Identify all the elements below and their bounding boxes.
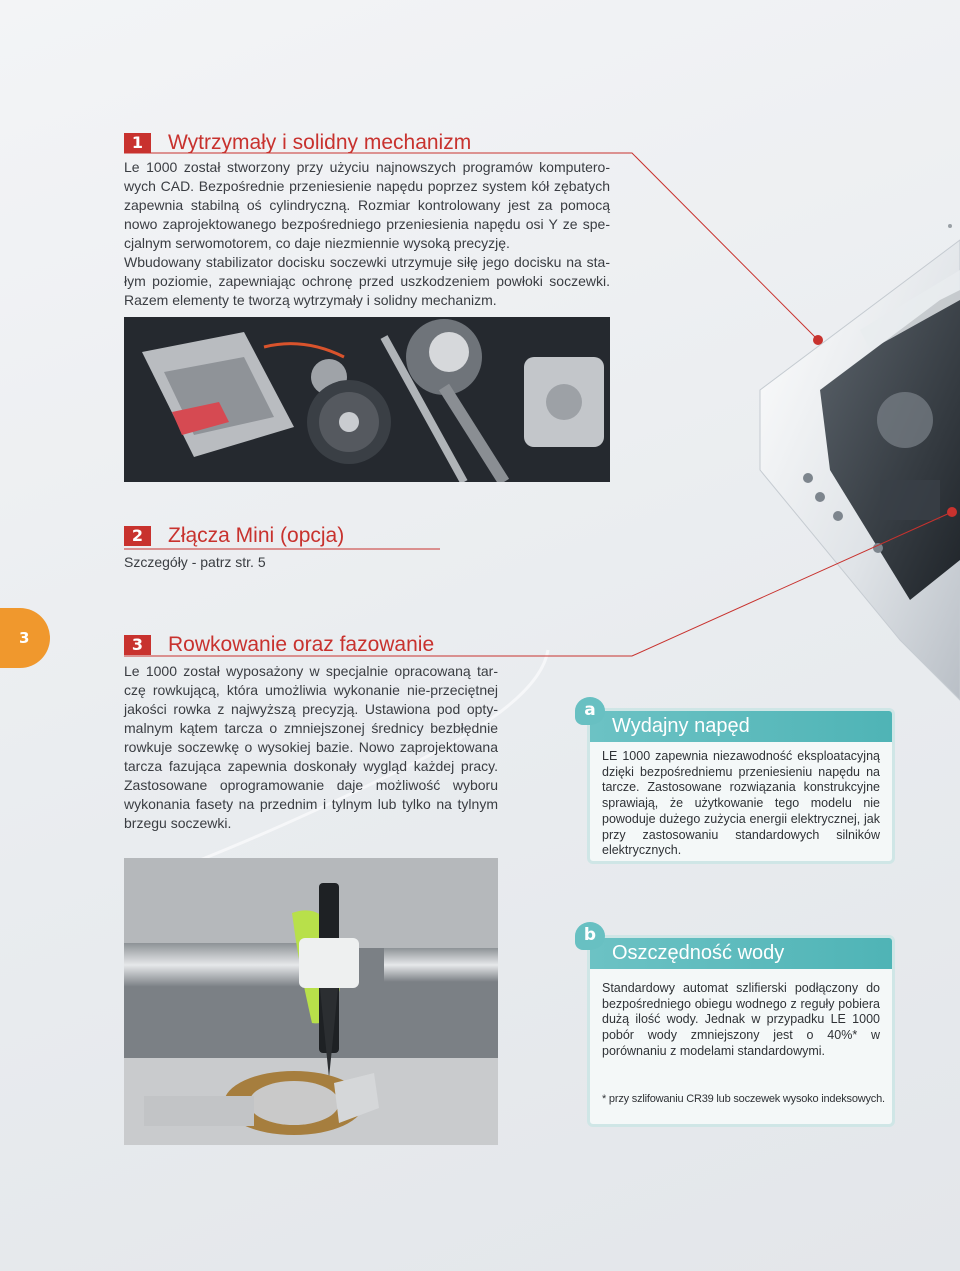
section2-heading bbox=[124, 523, 344, 549]
section1-paragraph-b: Wbudowany stabilizator docisku soczewki utrzymuje siłę jego docisku na stałym poziomie, zapewniając ochronę przed uszkodzeniem powłoki soczewki. Razem elementy te tworzą wytrzymały i solidny mechanizm. bbox=[124, 254, 610, 308]
badge-b: b bbox=[575, 922, 605, 950]
section1-number: 1 bbox=[124, 133, 151, 153]
section3-heading bbox=[124, 632, 434, 658]
section3-paragraph: Le 1000 został wyposażony w specjalnie opracowaną tarczę rowkującą, która umożliwia wykonanie nie-przeciętnej jakości rowka z najwyższą precyzją. Ustawiona pod optymalnym kątem tarcza o zmniejszonej średnicy bezbłędnie rowkuje soczewkę o wysokiej bazie. Nowo zaprojektowana tarcza fazująca zapewnia doskonały wygląd każdej pracy. Zastosowane oprogramowanie daje możliwość wyboru wykonania fasety na przednim i tylnym lub tylko na tylnym brzegu soczewki. bbox=[124, 663, 498, 831]
badge-a: a bbox=[575, 697, 605, 725]
grooving-wheel-photo bbox=[124, 858, 498, 1145]
section2-subtitle: Szczegóły - patrz str. 5 bbox=[124, 554, 266, 570]
info-box-b-title: Oszczędność wody bbox=[612, 942, 785, 964]
section1-title: Wytrzymały i solidny mechanizm bbox=[168, 131, 472, 154]
section3-title: Rowkowanie oraz fazowanie bbox=[168, 633, 435, 656]
info-box-a-text: LE 1000 zapewnia niezawodność eksploatacyjną dzięki bezpośredniemu przeniesieniu napędu na tarcze. Zastosowane rozwiązania konstrukcyjne sprawiają, że użytkowanie tego modelu nie powoduje dużego zużycia energii elektrycznej, jak przy zastosowaniu standardowych silników elektrycznych. bbox=[602, 749, 880, 858]
info-box-b-footnote: * przy szlifowaniu CR39 lub soczewek wysoko indeksowych. bbox=[602, 1093, 885, 1105]
section3-body bbox=[124, 662, 498, 833]
info-box-b bbox=[587, 935, 895, 1127]
info-box-b-header bbox=[590, 938, 892, 969]
section2-title: Złącza Mini (opcja) bbox=[168, 524, 345, 547]
section2-number: 2 bbox=[124, 526, 151, 546]
motor-gears-photo bbox=[124, 317, 610, 482]
section1-heading bbox=[124, 130, 471, 156]
section3-number: 3 bbox=[124, 635, 151, 655]
section1-body bbox=[124, 158, 610, 310]
page-number: 3 bbox=[19, 629, 30, 647]
info-box-a bbox=[587, 708, 895, 864]
info-box-a-header bbox=[590, 711, 892, 742]
info-box-b-text: Standardowy automat szlifierski podłączony do bezpośredniego obiegu wodnego z reguły pobiera dużą ilość wody. Jednak w przypadku LE 1000 pobór wody zmniejszony jest o 40%* w porównaniu z modelami standardowymi. bbox=[602, 981, 880, 1058]
section1-paragraph-a: Le 1000 został stworzony przy użyciu najnowszych programów komputerowych CAD. Bezpośrednie przeniesienie napędu poprzez system kół zębatych zapewnia stabilną oś cylindryczną. Rozmiar kontrolowany jest za pomocą nowo zaprojektowanego bezpośredniego przeniesienia napędu osi Y ze specjalnym serwomotorem, co daje niezmiennie wysoką precyzję. bbox=[124, 159, 610, 251]
info-box-a-title: Wydajny napęd bbox=[612, 715, 750, 737]
